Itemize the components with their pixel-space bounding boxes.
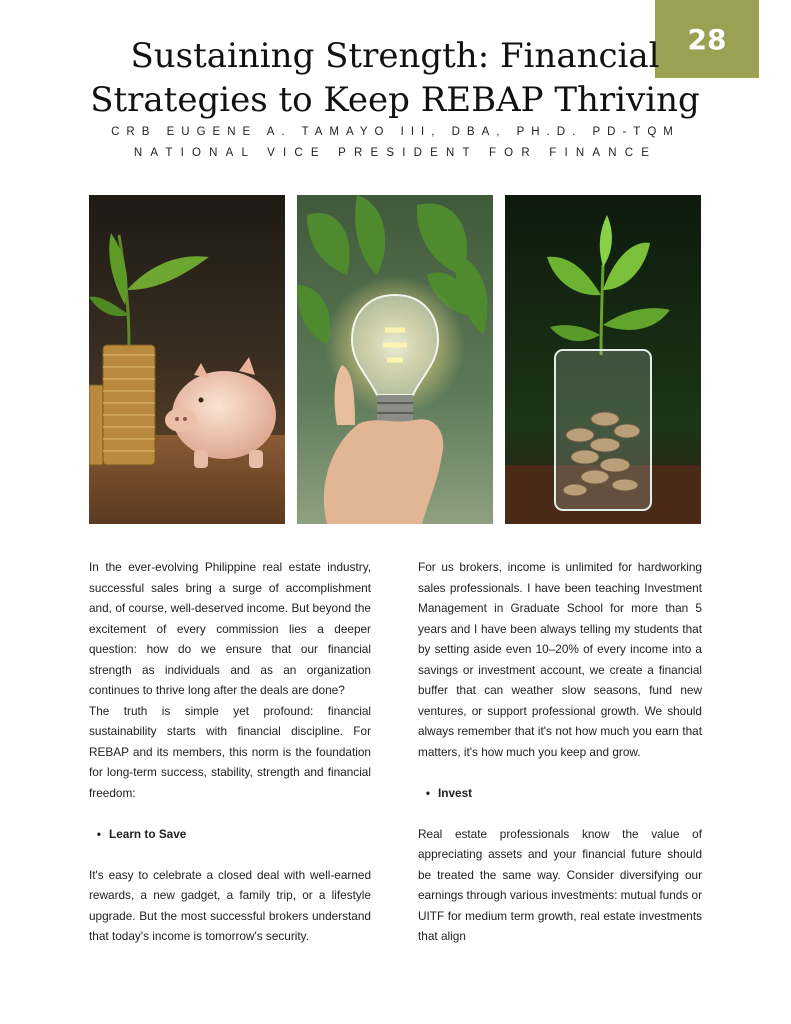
learn-to-save-heading-text: Learn to Save	[109, 826, 187, 841]
article-column-left	[89, 557, 371, 947]
intro-paragraph: In the ever-evolving Philippine real estate industry, successful sales bring a surge of accomplishment and, of course, well-deserved income. But beyond the excitement of every commission lies a deeper question: how do we ensure that our financial strength as individuals and as an organization continues to thrive long after the deals are done?	[89, 560, 371, 697]
discipline-paragraph: The truth is simple yet profound: financial sustainability starts with financial discipline. For REBAP and its members, this norm is the foundation for long-term success, stability, strength and financial freedom:	[89, 703, 371, 800]
title-line-2: Strategies to Keep REBAP Thriving	[90, 80, 700, 120]
invest-heading-text: Invest	[438, 785, 473, 800]
author-role: NATIONAL VICE PRESIDENT FOR FINANCE	[133, 147, 658, 159]
learn-to-save-heading: • Learn to Save	[89, 824, 371, 845]
article-title	[60, 34, 730, 122]
invest-heading: • Invest	[418, 783, 702, 804]
saving-paragraph: It's easy to celebrate a closed deal with well-earned rewards, a new gadget, a family trip, or a lifestyle upgrade. But the most successful brokers understand that today's income is tomorrow's security.	[89, 867, 371, 943]
brokers-income-paragraph: For us brokers, income is unlimited for hardworking sales professionals. I have been teaching Investment Management in Graduate School for more than 5 years and I have been always telling my students that by setting aside even 10–20% of every income into a savings or investment account, we create a financial buffer that can weather slow seasons, fund new ventures, or support professional growth. We should always remember that it's not how much you earn that matters, it's how much you keep and grow.	[418, 560, 702, 759]
author-byline: CRB EUGENE A. TAMAYO III, DBA, PH.D. PD-TQM	[111, 126, 680, 138]
title-line-1: Sustaining Strength: Financial	[130, 36, 660, 76]
article-column-right	[418, 557, 702, 947]
coin-stacks-and-piggy-bank-photo	[89, 195, 285, 524]
hand-holding-lightbulb-photo	[297, 195, 493, 524]
invest-paragraph: Real estate professionals know the value of appreciating assets and your financial future should be treated the same way. Consider diversifying our earnings through various investments: mutual funds or UITF for medium term growth, real estate investments that align	[418, 826, 702, 943]
page-number: 28	[687, 22, 727, 56]
plant-growing-from-coin-jar-photo	[505, 195, 701, 524]
